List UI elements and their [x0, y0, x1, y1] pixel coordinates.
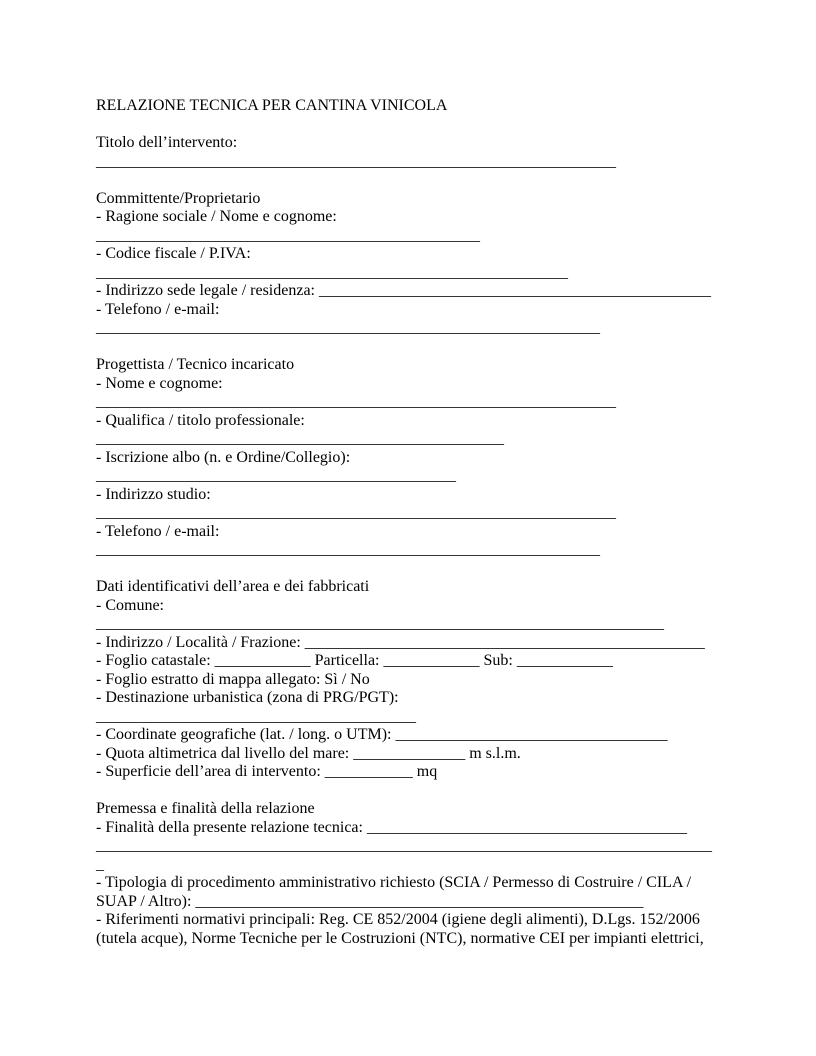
section-dati-identificativi: [96, 578, 720, 782]
riferimenti-normativi-line-2: (tutela acque), Norme Tecniche per le Costruzioni (NTC), normative CEI per impianti elettrici,: [96, 929, 704, 947]
telefono-email-2-label: - Telefono / e-mail:: [96, 522, 220, 540]
qualifica-fill-line: ___________________________________________________: [96, 430, 504, 447]
destinazione-urbanistica-fill-line: ________________________________________: [96, 707, 416, 725]
telefono-email-label: - Telefono / e-mail:: [96, 300, 220, 318]
quota-altimetrica-line: - Quota altimetrica dal livello del mare: ______________ m s.l.m.: [96, 744, 521, 762]
finalita-fill-line-2: _____________________________________________________________________________: [96, 837, 712, 854]
tipologia-procedimento-line-2: SUAP / Altro): ________________________________________________________: [96, 892, 644, 910]
comune-label: - Comune:: [96, 596, 164, 614]
dati-identificativi-heading: Dati identificativi dell’area e dei fabbricati: [96, 578, 370, 595]
titolo-intervento-label: Titolo dell’intervento:: [96, 134, 238, 151]
riferimenti-normativi-line-1: - Riferimenti normativi principali: Reg. CE 852/2004 (igiene degli alimenti), D.Lgs. 152/2006: [96, 911, 700, 928]
telefono-email-2-fill-line: _______________________________________________________________: [96, 541, 600, 558]
indirizzo-localita-line: - Indirizzo / Località / Frazione: __________________________________________________: [96, 633, 705, 651]
superficie-area-line: - Superficie dell’area di intervento: ___________ mq: [96, 763, 438, 780]
coordinate-geografiche-line: - Coordinate geografiche (lat. / long. o UTM): __________________________________: [96, 726, 668, 743]
ragione-sociale-fill-line: ________________________________________________: [96, 226, 480, 244]
estratto-mappa-line: - Foglio estratto di mappa allegato: Sì / No: [96, 670, 370, 688]
iscrizione-albo-label: - Iscrizione albo (n. e Ordine/Collegio):: [96, 448, 351, 466]
indirizzo-studio-fill-line: _________________________________________________________________: [96, 504, 616, 521]
nome-cognome-label: - Nome e cognome:: [96, 374, 223, 392]
codice-fiscale-label: - Codice fiscale / P.IVA:: [96, 245, 251, 262]
section-committente-proprietario: [96, 190, 720, 338]
foglio-catastale-line: - Foglio catastale: ____________ Particella: ____________ Sub: ____________: [96, 652, 613, 669]
comune-fill-line: _______________________________________________________________________: [96, 615, 664, 632]
section-premessa-finalita: [96, 800, 720, 948]
finalita-relazione-line: - Finalità della presente relazione tecnica: ________________________________________: [96, 818, 687, 836]
indirizzo-studio-label: - Indirizzo studio:: [96, 485, 211, 503]
tipologia-procedimento-line-1: - Tipologia di procedimento amministrativo richiesto (SCIA / Permesso di Costruire / CILA /: [96, 874, 692, 891]
section-progettista-tecnico: [96, 356, 720, 560]
titolo-intervento-fill-line: _________________________________________________________________: [96, 152, 616, 170]
telefono-email-fill-line: _______________________________________________________________: [96, 319, 600, 336]
ragione-sociale-label: - Ragione sociale / Nome e cognome:: [96, 208, 337, 225]
section-titolo-intervento: [96, 134, 720, 171]
committente-heading: Committente/Proprietario: [96, 189, 261, 207]
iscrizione-albo-fill-line: _____________________________________________: [96, 467, 456, 484]
premessa-heading: Premessa e finalità della relazione: [96, 800, 315, 817]
codice-fiscale-fill-line: ___________________________________________________________: [96, 263, 568, 281]
indirizzo-sede-legale-line: - Indirizzo sede legale / residenza: _________________________________________________: [96, 282, 711, 299]
progettista-heading: Progettista / Tecnico incaricato: [96, 356, 295, 373]
qualifica-label: - Qualifica / titolo professionale:: [96, 411, 305, 429]
document-title: RELAZIONE TECNICA PER CANTINA VINICOLA: [96, 97, 448, 114]
destinazione-urbanistica-label: - Destinazione urbanistica (zona di PRG/PGT):: [96, 689, 399, 706]
nome-cognome-fill-line: _________________________________________________________________: [96, 393, 616, 410]
finalita-fill-line-3: _: [96, 855, 104, 873]
